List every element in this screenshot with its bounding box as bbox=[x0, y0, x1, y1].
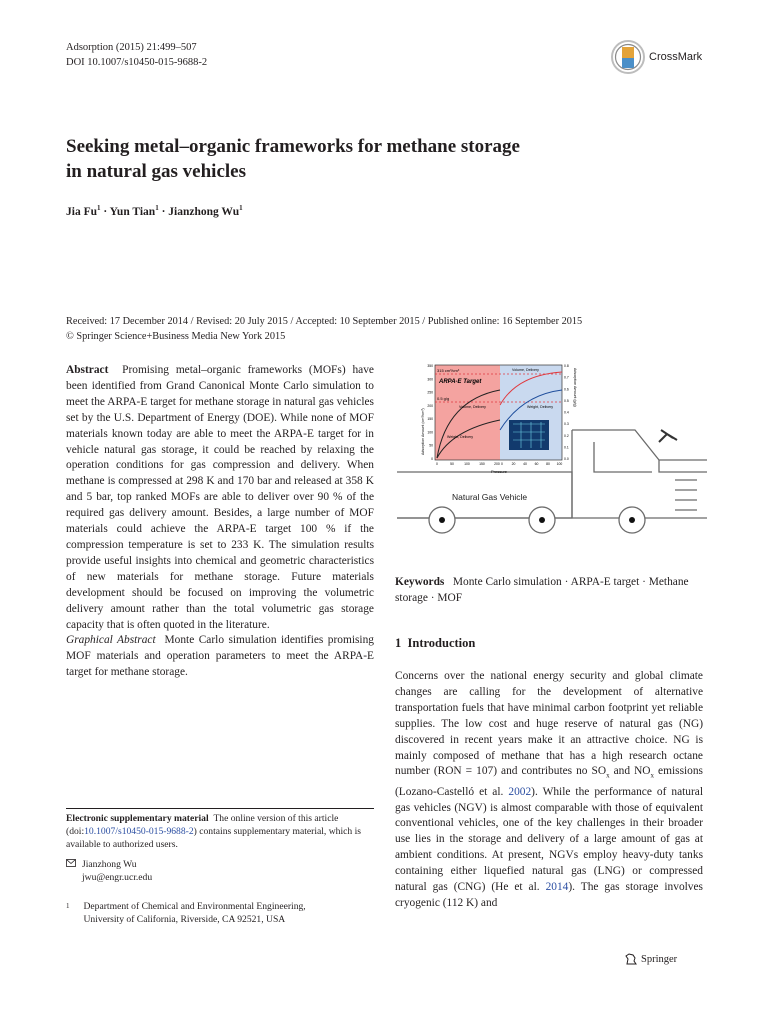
author-affiliation-mark: 1 bbox=[155, 204, 159, 212]
subscript: x bbox=[650, 771, 655, 780]
copyright-line: © Springer Science+Business Media New York 2015 bbox=[66, 331, 286, 342]
springer-horse-icon bbox=[624, 952, 638, 966]
target-volume-value: 315 cm³/cm³ bbox=[437, 368, 460, 373]
tick-label: 0.0 bbox=[564, 457, 569, 461]
introduction-text bbox=[395, 669, 703, 912]
history-dates: Received: 17 December 2014 / Revised: 20 July 2015 / Accepted: 10 September 2015 / Published online: 16 September 2015 bbox=[66, 316, 583, 327]
crossmark-icon bbox=[611, 38, 645, 76]
affiliation bbox=[66, 900, 366, 926]
abstract bbox=[66, 363, 374, 681]
graphical-abstract-text: Monte Carlo simulation identifies promising MOF materials and operation parameters to meet the ARPA-E target for methane storage. bbox=[66, 634, 374, 679]
tick-label: 0.3 bbox=[564, 422, 569, 427]
wheel-icon bbox=[529, 507, 555, 533]
citation-link[interactable]: 2002 bbox=[508, 785, 532, 798]
author-name[interactable]: Jianzhong Wu bbox=[168, 205, 240, 218]
citation-link[interactable]: 2014 bbox=[545, 881, 569, 894]
esm-text: The online version of this article (doi: bbox=[66, 813, 339, 837]
weight-delivery-label: Weight, Delivery bbox=[527, 405, 554, 409]
right-y-ticks bbox=[564, 364, 569, 461]
publisher-logo bbox=[624, 952, 677, 966]
tick-label: 0.2 bbox=[564, 433, 569, 438]
intro-text: Concerns over the national energy security and global climate changes are calling for the development of alternative transportation fuels that have minimal carbon footprint yet reliable supplies. The low cost and huge reserve of natural gas (NG) discovered in recent years make it an attractive choice. NG is mainly composed of methane that has a high research octane number (RON = 107) and contributes no SO bbox=[395, 670, 703, 778]
tick-label: 0.6 bbox=[564, 387, 569, 392]
article-doi[interactable]: DOI 10.1007/s10450-015-9688-2 bbox=[66, 57, 208, 68]
esm-doi-link[interactable]: 10.1007/s10450-015-9688-2 bbox=[84, 826, 194, 837]
tick-label: 100 bbox=[464, 462, 470, 466]
tick-label: 0 bbox=[436, 462, 438, 466]
tick-label: 0 bbox=[501, 462, 503, 466]
keywords-text: Monte Carlo simulation · ARPA-E target · Methane storage · MOF bbox=[395, 576, 689, 604]
section-number: 1 bbox=[395, 636, 402, 650]
x-ticks bbox=[436, 462, 562, 466]
tick-label: 150 bbox=[479, 462, 485, 466]
tick-label: 0.4 bbox=[564, 410, 569, 415]
section-heading bbox=[395, 636, 475, 651]
target-label: ARPA-E Target bbox=[439, 379, 482, 385]
corresponding-author: Jianzhong Wu bbox=[82, 859, 137, 870]
target-weight-value: 0.5 g/g bbox=[437, 396, 450, 401]
x-axis-label: Pressure bbox=[491, 469, 508, 474]
tick-label: 200 bbox=[427, 403, 433, 408]
affiliation-line: Department of Chemical and Environmental Engineering, bbox=[83, 901, 306, 912]
tick-label: 40 bbox=[523, 462, 527, 466]
section-title: Introduction bbox=[407, 636, 476, 650]
steering-wheel-icon bbox=[659, 430, 677, 442]
author-separator: · bbox=[158, 205, 169, 218]
volume-delivery-label: Volume, Delivery bbox=[459, 405, 486, 409]
right-y-axis-label: Adsorption Amount (g/g) bbox=[573, 368, 577, 407]
keywords-heading: Keywords bbox=[395, 576, 445, 588]
wheel-icon bbox=[429, 507, 455, 533]
author-list bbox=[66, 204, 243, 218]
subscript: x bbox=[606, 771, 610, 780]
corresponding-email[interactable]: jwu@engr.ucr.edu bbox=[82, 872, 153, 883]
intro-text: ). The gas storage involves cryogenic (112 K) and bbox=[395, 881, 703, 909]
article-title bbox=[66, 134, 626, 184]
graphical-abstract-heading: Graphical Abstract bbox=[66, 634, 156, 647]
tick-label: 20 bbox=[511, 462, 516, 466]
esm-text: ) contains supplementary material, which is available to authorized users. bbox=[66, 826, 361, 850]
tick-label: 350 bbox=[427, 364, 433, 368]
tick-label: 300 bbox=[427, 377, 433, 382]
abstract-heading: Abstract bbox=[66, 364, 109, 376]
author-affiliation-mark: 1 bbox=[97, 204, 101, 212]
tick-label: 100 bbox=[556, 462, 563, 466]
tick-label: 150 bbox=[427, 417, 433, 422]
supplementary-material-note bbox=[66, 808, 374, 851]
tick-label: 0.5 bbox=[564, 398, 569, 403]
correspondence bbox=[66, 858, 366, 884]
tick-label: 0.1 bbox=[564, 445, 569, 450]
author-name[interactable]: Yun Tian bbox=[109, 205, 156, 218]
title-line-2: in natural gas vehicles bbox=[66, 161, 246, 182]
envelope-icon bbox=[66, 858, 76, 884]
truck-label: Natural Gas Vehicle bbox=[452, 492, 528, 502]
tick-label: 250 bbox=[427, 390, 433, 395]
crossmark-badge[interactable] bbox=[611, 38, 702, 76]
tick-label: 200 bbox=[494, 462, 500, 466]
crossmark-label: CrossMark bbox=[649, 51, 703, 63]
tick-label: 60 bbox=[534, 462, 539, 466]
publisher-name: Springer bbox=[641, 953, 678, 965]
keywords bbox=[395, 574, 705, 606]
mof-structure-inset bbox=[509, 420, 549, 450]
publication-history bbox=[66, 314, 706, 344]
intro-text: ). While the performance of natural gas vehicles (NGV) is almost comparable with those of equivalent conventional vehicles, one of the key challenges in their broader use lies in the storage and delivery of a large amount of gas at ambient conditions. At present, NGVs employ heavy-duty tanks containing either liquefied natural gas (LNG) or compressed natural gas (CNG) (He et al. bbox=[395, 785, 703, 894]
affiliation-line: University of California, Riverside, CA 92521, USA bbox=[83, 914, 286, 925]
author-separator: · bbox=[100, 205, 110, 218]
intro-text: emissions (Lozano-Castelló et al. bbox=[395, 765, 703, 798]
author-name[interactable]: Jia Fu bbox=[66, 205, 97, 218]
author-affiliation-mark: 1 bbox=[239, 204, 243, 212]
intro-text: and NO bbox=[609, 765, 651, 778]
tick-label: 50 bbox=[450, 462, 454, 466]
tick-label: 0.7 bbox=[564, 375, 569, 380]
affiliation-number: 1 bbox=[66, 902, 70, 910]
journal-citation: Adsorption (2015) 21:499–507 bbox=[66, 42, 197, 53]
graphical-abstract-figure bbox=[397, 360, 708, 545]
weight-delivery-label: Weight, Delivery bbox=[447, 435, 474, 439]
wheel-icon bbox=[619, 507, 645, 533]
tick-label: 0.8 bbox=[564, 364, 569, 368]
tick-label: 80 bbox=[546, 462, 550, 466]
esm-heading: Electronic supplementary material bbox=[66, 813, 209, 824]
volume-delivery-label: Volume, Delivery bbox=[512, 368, 539, 372]
tick-label: 0 bbox=[431, 457, 433, 461]
left-y-axis-label: Adsorption Amount (cm³/cm³) bbox=[421, 408, 425, 455]
abstract-text: Promising metal–organic frameworks (MOFs) have been identified from Grand Canonical Monte Carlo simulation to meet the ARPA-E target for methane storage in natural gas vehicles set by the U.S. Department of Energy (DOE). While none of MOF materials known today are able to meet the ARPA-E target for in vehicle natural gas storage, it could be reached by relaxing the operation conditions for gas compression and delivery. When methane is compressed at 298 K and 170 bar and released at 358 K and 5 bar, top ranked MOFs are able to deliver over 90 % of the required gas delivery amount. Besides, a large number of MOF materials could achieve the ARPA-E target 100 % if the compression temperature is set to 233 K. The simulation results provide useful insights into chemical and geometric characteristics of new materials for methane storage. Future materials development should be focused on improving the volumetric delivery amount rather than the total volumetric gas storage capacity that is often quoted in the literature. bbox=[66, 364, 374, 631]
left-y-ticks bbox=[427, 364, 433, 461]
title-line-1: Seeking metal–organic frameworks for methane storage bbox=[66, 136, 520, 157]
tick-label: 100 bbox=[427, 430, 433, 435]
tick-label: 50 bbox=[429, 443, 433, 448]
